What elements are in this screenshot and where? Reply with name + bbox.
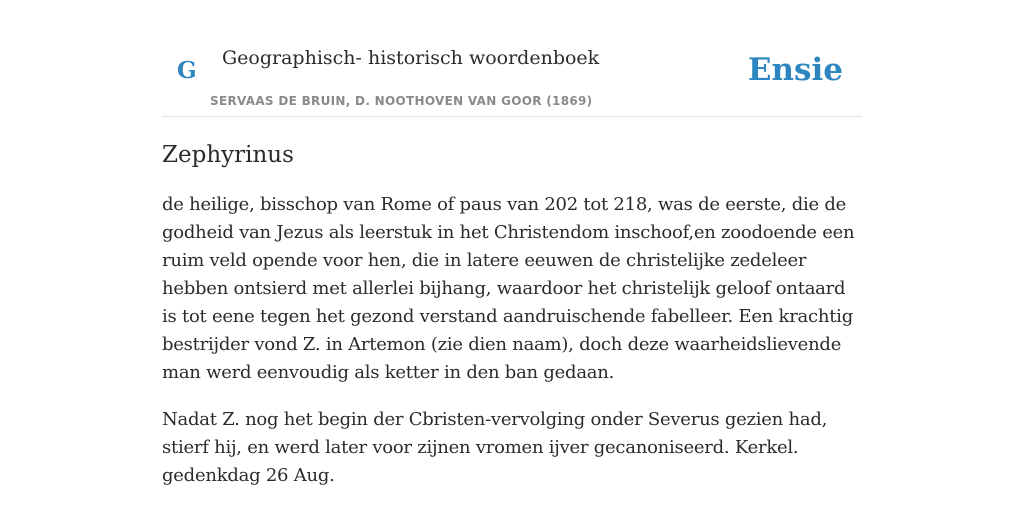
book-author: SERVAAS DE BRUIN, D. NOOTHOVEN VAN GOOR (1869)	[210, 94, 593, 108]
brand-logo-link[interactable]: Ensie	[747, 52, 843, 88]
entry-paragraph: Nadat Z. nog het begin der Cbristen-vervolging onder Severus gezien had, stierf hij, en werd later voor zijnen vromen ijver gecanoniseerd. Kerkel. gedenkdag 26 Aug.	[162, 409, 828, 486]
entry-content	[162, 136, 862, 490]
entry-title: Zephyrinus	[162, 142, 294, 168]
book-logo-icon[interactable]: G	[177, 57, 197, 84]
entry-paragraph: de heilige, bisschop van Rome of paus van 202 tot 218, was de eerste, die de godheid van Jezus als leerstuk in het Christendom inschoof,en zoodoende een ruim veld opende voor hen, die in latere eeuwen de christelijke zedeleer hebben ontsierd met allerlei bijhang, waardoor het christelijk geloof ontaard is tot eene tegen het gezond verstand aandruischende fabelleer. Een krachtig bestrijder vond Z. in Artemon (zie dien naam), doch deze waarheidslievende man werd eenvoudig als ketter in den ban gedaan.	[162, 194, 855, 383]
header	[162, 0, 862, 117]
book-title-link[interactable]: Geographisch- historisch woordenboek	[222, 47, 600, 69]
